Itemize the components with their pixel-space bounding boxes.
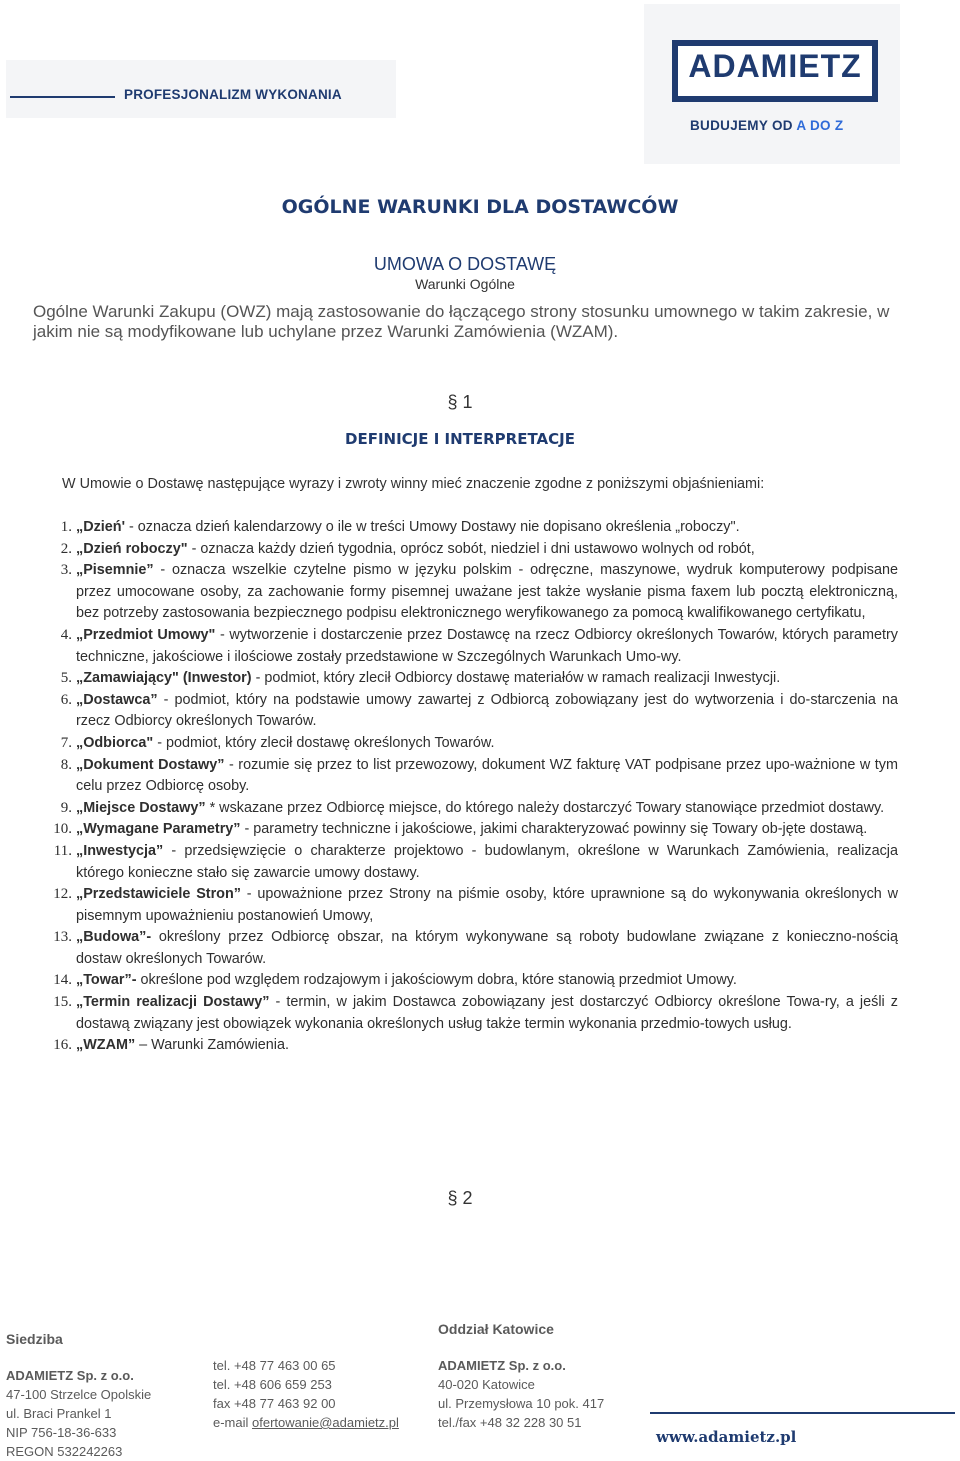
definitions-list [30, 517, 898, 1057]
definition-body: - oznacza wszelkie czytelne pismo w języku polskim - odręczne, maszynowe, wydruk komputerowy podpisane przez umocowane osoby, za zachowanie formy pisemnej uważane jest także wysłanie pisma faxem lub pocztą elektroniczną, bez potrzeby zastosowania bezpiecznego podpisu elektronicznego weryfikowanego za pomocą kwalifikowanego certyfikatu, [76, 562, 898, 622]
definition-text [76, 992, 898, 1035]
logo-slogan [690, 118, 843, 133]
footer-company: ADAMIETZ Sp. z o.o. [6, 1368, 134, 1383]
definition-number: 9. [60, 799, 72, 816]
definition-number: 6. [60, 691, 72, 708]
definition-term: „Miejsce Dostawy” [76, 799, 206, 816]
definition-term: „Dzień' [76, 519, 125, 535]
footer-k-tel: tel./fax +48 32 228 30 51 [438, 1415, 582, 1430]
footer-address1: 47-100 Strzelce Opolskie [6, 1387, 152, 1402]
footer-tel2: tel. +48 606 659 253 [213, 1377, 332, 1392]
definition-number: 5. [60, 670, 72, 687]
definition-term: „Dokument Dostawy” [76, 756, 225, 773]
definition-body: - przedsięwzięcie o charakterze projektowo - budowlanym, określone w Warunkach Zamówienia, realizacja którego konieczne stało się zawarcie umowy dostawy. [76, 842, 898, 881]
definition-body: – Warunki Zamówienia. [135, 1037, 289, 1054]
definition-number: 14. [53, 972, 72, 989]
footer-siedziba-label: Siedziba [6, 1331, 63, 1347]
definition-number: 11. [53, 842, 72, 859]
definition-text [76, 819, 898, 841]
definition-number: 7. [60, 734, 72, 751]
footer-hq-block [6, 1366, 151, 1461]
definition-text [76, 884, 898, 927]
definition-term: „Towar”- [76, 972, 137, 989]
definition-text [76, 755, 898, 798]
definition-term: „Termin realizacji Dostawy” [76, 994, 270, 1011]
definition-term: „Dzień roboczy" [76, 540, 188, 557]
owz-paragraph: Ogólne Warunki Zakupu (OWZ) mają zastosowanie do łączącego strony stosunku umownego w takim zakresie, w jakim nie są modyfikowane lub uchylane przez Warunki Zamówienia (WZAM). [33, 302, 890, 341]
definition-body: - podmiot, który zlecił Odbiorcy dostawę materiałów w ramach realizacji Inwestycji. [251, 670, 781, 687]
definition-item [30, 733, 898, 755]
definition-item [30, 755, 898, 798]
definition-number: 1. [60, 519, 72, 535]
footer-k-address1: 40-020 Katowice [438, 1377, 535, 1392]
definition-body: - oznacza dzień kalendarzowy o ile w treści Umowy Dostawy nie dopisano określenia „roboczy". [125, 519, 740, 535]
definition-item [30, 992, 898, 1035]
definition-text [76, 539, 898, 561]
definition-term: „Inwestycja” [76, 842, 164, 859]
definition-term: „Zamawiający" (Inwestor) [76, 670, 252, 687]
definition-text [76, 625, 898, 668]
definition-number: 8. [60, 756, 72, 773]
definition-term: „Przedstawiciele Stron” [76, 886, 241, 903]
definition-item [30, 1035, 898, 1057]
footer-k-address2: ul. Przemysłowa 10 pok. 417 [438, 1396, 605, 1411]
definition-number: 15. [53, 994, 72, 1011]
definition-text [76, 560, 898, 625]
document-title: OGÓLNE WARUNKI DLA DOSTAWCÓW [281, 196, 679, 218]
section-1-title: DEFINICJE I INTERPRETACJE [345, 430, 575, 448]
definition-text [76, 970, 898, 992]
definition-body: - podmiot, który na podstawie umowy zawartej z Odbiorcą zobowiązany jest do wytworzenia i do-starczenia na rzecz Odbiorcy określonych Towarów. [76, 691, 898, 730]
document-subsubtitle: Warunki Ogólne [415, 276, 515, 292]
logo-slogan-part2: A DO Z [796, 118, 844, 133]
definition-text [76, 1035, 898, 1057]
definition-body: - wytworzenie i dostarczenie przez Dostawcę na rzecz Odbiorcy określonych Towarów, których parametry techniczne, jakościowe i ilościowe zostały przedstawione w Szczególnych Warunkach Umo-wy. [76, 626, 898, 665]
definition-text [76, 690, 898, 733]
definition-body: * wskazane przez Odbiorcę miejsce, do którego należy dostarczyć Towary stanowiące przedmiot dostawy. [205, 799, 885, 816]
definition-body: określony przez Odbiorcę obszar, na którym wykonywane są roboty budowlane związane z konieczno-nością dostaw określonych Towarów. [76, 929, 898, 967]
definition-term: „Przedmiot Umowy" [76, 626, 216, 643]
definition-number: 3. [60, 562, 72, 579]
definition-number: 12. [53, 886, 72, 903]
footer-nip: NIP 756-18-36-633 [6, 1425, 117, 1440]
footer-branch-block [438, 1356, 604, 1432]
definition-item [30, 560, 898, 625]
section-1-heading: § 1 [447, 392, 473, 412]
definition-term: „Wymagane Parametry” [76, 821, 241, 838]
section-2-heading: § 2 [447, 1188, 473, 1208]
definition-body: - upoważnione przez Strony na piśmie osoby, które uprawnione są do wykonywania określonych w pisemnym upoważnieniu postanowień Umowy, [76, 886, 898, 924]
definition-number: 2. [60, 540, 72, 557]
definition-item [30, 970, 898, 992]
definition-text [76, 927, 898, 970]
definition-number: 16. [53, 1037, 72, 1054]
definition-number: 13. [53, 929, 72, 946]
logo-text: ADAMIETZ [688, 48, 862, 84]
definition-body: - rozumie się przez to list przewozowy, dokument WZ fakturę VAT podpisane przez upo-ważnione w tym celu przez Odbiorcę osoby. [76, 756, 898, 795]
definition-text [76, 733, 898, 755]
footer-email-link[interactable]: ofertowanie@adamietz.pl [252, 1415, 399, 1430]
definition-body: określone pod względem rodzajowym i jakościowym dobra, które stanowią przedmiot Umowy. [136, 972, 737, 989]
definition-body: - parametry techniczne i jakościowe, jakimi charakteryzować powinny się Towary ob-jęte dostawą. [240, 821, 868, 838]
footer-email-prefix: e-mail [213, 1415, 253, 1430]
footer-regon: REGON 532242263 [6, 1444, 123, 1459]
definition-term: „Budowa”- [76, 929, 152, 946]
definition-item [30, 625, 898, 668]
footer-tel1: tel. +48 77 463 00 65 [213, 1358, 336, 1373]
definition-term: „Odbiorca" [76, 734, 154, 751]
footer-oddzial-label: Oddział Katowice [438, 1321, 554, 1337]
definition-body: - podmiot, który zlecił dostawę określonych Towarów. [153, 734, 495, 751]
tagline-rule [10, 96, 115, 98]
definition-item [30, 690, 898, 733]
definition-body: - oznacza każdy dzień tygodnia, oprócz sobót, niedziel i dni ustawowo wolnych od robót, [187, 540, 755, 557]
definition-item [30, 539, 898, 561]
logo-slogan-part1: BUDUJEMY OD [690, 118, 797, 133]
definition-text [76, 517, 898, 539]
definition-number: 4. [60, 626, 72, 643]
definition-item [30, 927, 898, 970]
definition-number: 10. [53, 821, 72, 838]
footer-website-rule [650, 1412, 955, 1414]
definition-text [76, 798, 898, 820]
definition-item [30, 517, 898, 539]
definition-text [76, 668, 898, 690]
definition-text [76, 841, 898, 884]
footer-fax: fax +48 77 463 92 00 [213, 1396, 336, 1411]
definition-item [30, 819, 898, 841]
definition-item [30, 798, 898, 820]
footer-contact-block [213, 1356, 399, 1432]
definition-term: „Pisemnie” [76, 562, 154, 579]
footer-email-row [213, 1413, 399, 1432]
document-subtitle: UMOWA O DOSTAWĘ [373, 254, 557, 274]
definition-term: „Dostawca” [76, 691, 158, 708]
definition-term: „WZAM” [76, 1037, 136, 1054]
footer-company2: ADAMIETZ Sp. z o.o. [438, 1358, 566, 1373]
definition-item [30, 841, 898, 884]
definition-item [30, 668, 898, 690]
definition-item [30, 884, 898, 927]
header-tagline: PROFESJONALIZM WYKONANIA [124, 87, 342, 102]
definitions-intro: W Umowie o Dostawę następujące wyrazy i zwroty winny mieć znaczenie zgodne z poniższymi objaśnieniami: [62, 476, 765, 492]
definition-body: - termin, w jakim Dostawca zobowiązany jest dostarczyć Odbiorcy określone Towa-ry, a jeśli z dostawą związany jest obowiązek wykonania określonych usług także termin wykonania przedmio-towych usług. [76, 994, 898, 1032]
footer-website[interactable]: www.adamietz.pl [656, 1428, 797, 1446]
footer-address2: ul. Braci Prankel 1 [6, 1406, 112, 1421]
